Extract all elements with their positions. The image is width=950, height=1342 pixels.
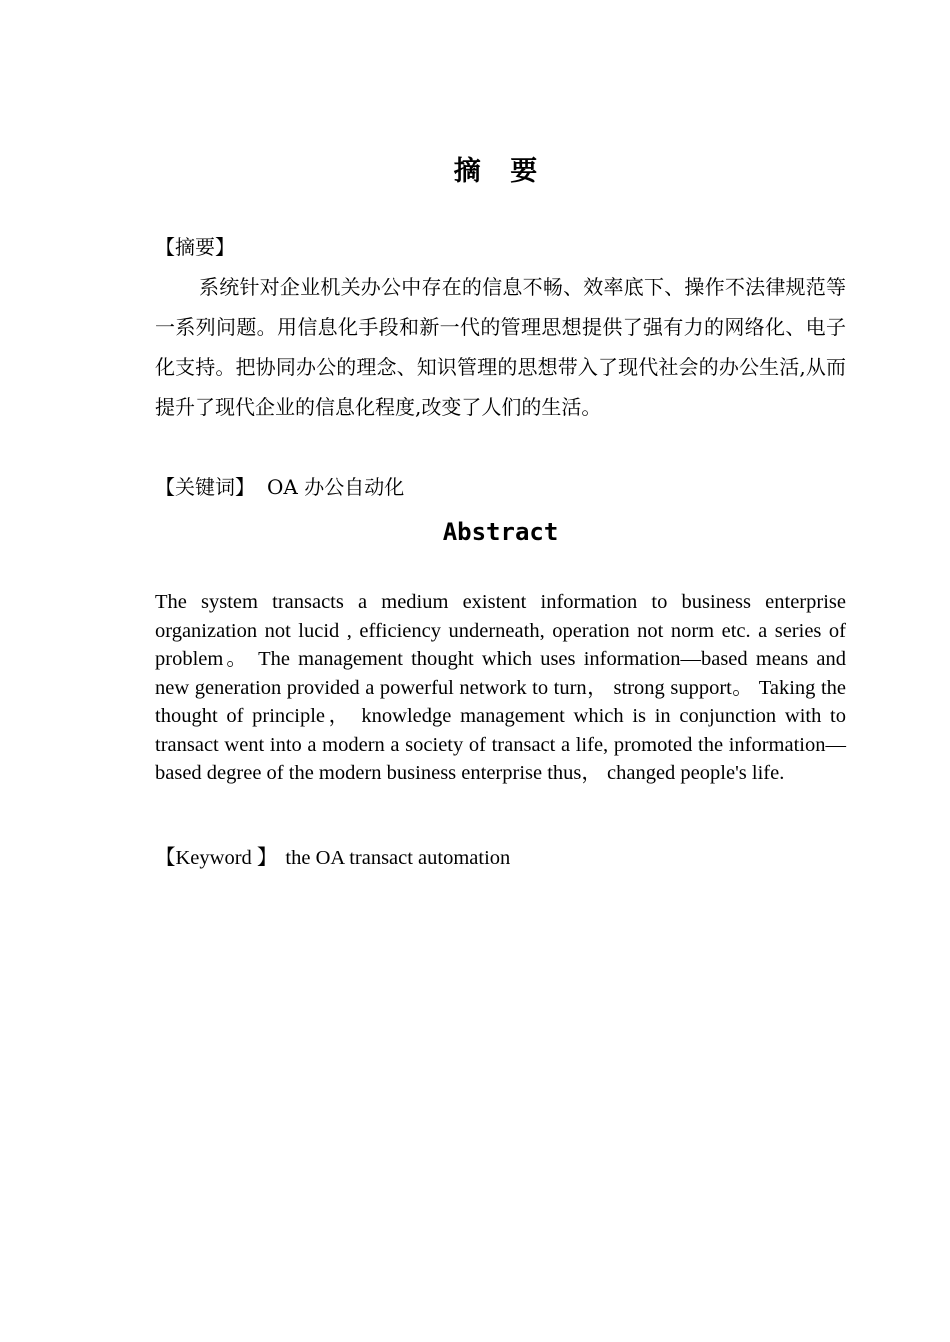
english-keywords-label: 【Keyword 】 — [155, 847, 278, 869]
chinese-keywords-value: OA 办公自动化 — [267, 475, 405, 499]
chinese-abstract-label: 【摘要】 — [155, 235, 235, 259]
chinese-abstract-body: 系统针对企业机关办公中存在的信息不畅、效率底下、操作不法律规范等一系列问题。用信息化手段和新一代的管理思想提供了强有力的网络化、电子化支持。把协同办公的理念、知识管理的思想带入了现代社会的办公生活,从而提升了现代企业的信息化程度,改变了人们的生活。 — [155, 275, 846, 419]
english-keywords-line — [155, 844, 510, 872]
chinese-abstract-title: 摘 要 — [453, 156, 548, 187]
english-abstract-title: Abstract — [442, 518, 559, 546]
chinese-keywords-label: 【关键词】 — [155, 475, 255, 499]
english-keywords-value: the OA transact automation — [285, 847, 511, 869]
english-abstract-body: The system transacts a medium existent information to business enterprise organization not lucid , efficiency underneath, operation not norm etc. a series of problem。 The management thought which uses information—based means and new generation provided a powerful network to turn， strong support。 Taking the thought of principle， knowledge management which is in conjunction with to transact went into a modern a society of transact a life, promoted the information—based degree of the modern business enterprise thus， changed people's life. — [155, 591, 846, 784]
chinese-keywords-line — [155, 472, 404, 502]
